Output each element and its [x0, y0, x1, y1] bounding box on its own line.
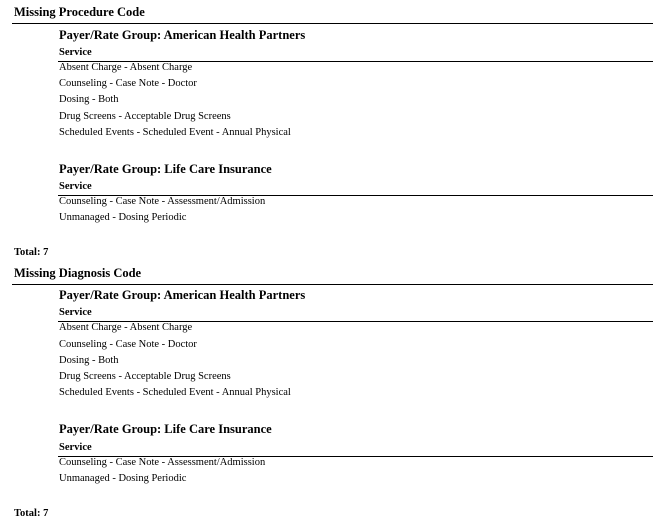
service-row: Drug Screens - Acceptable Drug Screens	[59, 111, 231, 122]
group-title: Payer/Rate Group: American Health Partners	[59, 28, 306, 42]
section-title: Missing Procedure Code	[14, 5, 145, 19]
group-title: Payer/Rate Group: Life Care Insurance	[59, 162, 272, 176]
service-row: Counseling - Case Note - Assessment/Admission	[59, 457, 266, 468]
group-title: Payer/Rate Group: American Health Partners	[59, 288, 306, 302]
service-row: Drug Screens - Acceptable Drug Screens	[59, 371, 231, 382]
service-column-header: Service	[59, 47, 92, 58]
service-column-header: Service	[59, 307, 92, 318]
group-title: Payer/Rate Group: Life Care Insurance	[59, 422, 272, 436]
service-row: Absent Charge - Absent Charge	[59, 322, 193, 333]
service-row: Counseling - Case Note - Doctor	[59, 78, 197, 89]
service-row: Scheduled Events - Scheduled Event - Annual Physical	[59, 127, 291, 138]
service-row: Counseling - Case Note - Assessment/Admission	[59, 196, 266, 207]
service-column-header: Service	[59, 181, 92, 192]
service-row: Scheduled Events - Scheduled Event - Annual Physical	[59, 387, 291, 398]
service-row: Dosing - Both	[59, 355, 119, 366]
service-row: Unmanaged - Dosing Periodic	[59, 473, 187, 484]
service-row: Dosing - Both	[59, 94, 119, 105]
section-total: Total: 7	[14, 247, 49, 258]
service-row: Unmanaged - Dosing Periodic	[59, 212, 187, 223]
service-row: Absent Charge - Absent Charge	[59, 62, 193, 73]
section-divider	[12, 284, 653, 285]
section-title: Missing Diagnosis Code	[14, 266, 142, 280]
service-row: Counseling - Case Note - Doctor	[59, 339, 197, 350]
service-column-header: Service	[59, 442, 92, 453]
section-divider	[12, 23, 653, 24]
section-total: Total: 7	[14, 508, 49, 519]
